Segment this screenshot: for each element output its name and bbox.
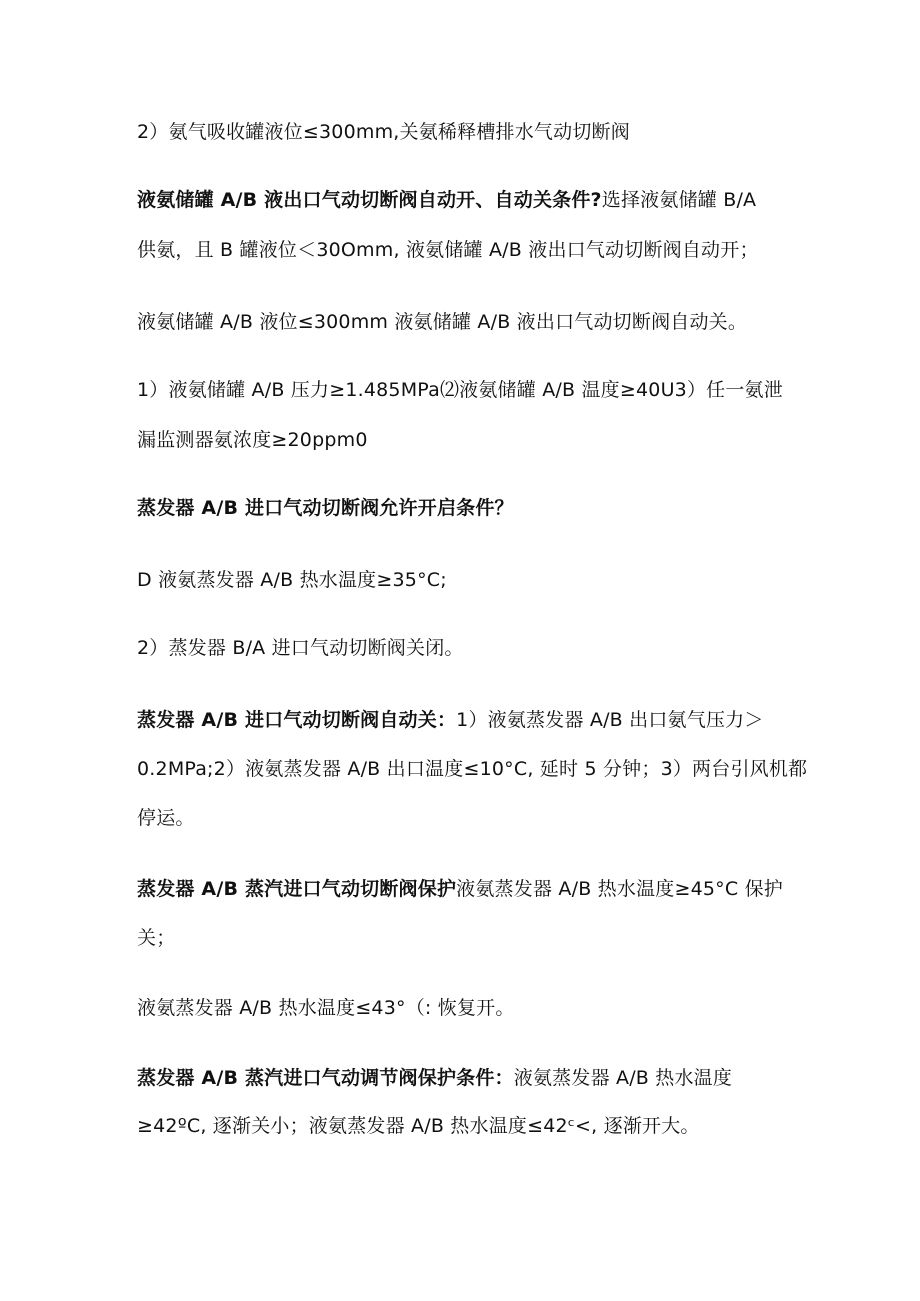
text-line-2 [137,188,797,212]
text-line-11 [137,757,808,781]
text-line-3 [137,238,797,262]
line-text: 停运。 [137,807,195,829]
line-text: 液氨储罐 A/B 液位≤300mm 液氨储罐 A/B 液出口气动切断阀自动关。 [137,311,748,333]
line-heading: 蒸发器 A/B 蒸汽进口气动切断阀保护 [137,878,457,900]
line-text: ≥42ºC, 逐渐关小；液氨蒸发器 A/B 热水温度≤42ᶜ<, 逐渐开大。 [137,1115,700,1137]
line-text: 液氨蒸发器 A/B 热水温度≤43°（: 恢复开。 [137,997,515,1019]
text-line-12 [137,806,797,830]
line-heading: 蒸发器 A/B 蒸汽进口气动调节阀保护条件： [137,1067,514,1089]
text-line-9 [137,636,797,660]
line-heading: 蒸发器 A/B 进口气动切断阀自动关： [137,709,457,731]
line-text: 0.2MPa;2）液氨蒸发器 A/B 出口温度≤10°C, 延时 5 分钟；3）两台引风机都 [137,758,808,780]
line-text: D 液氨蒸发器 A/B 热水温度≥35°C; [137,569,447,591]
line-text: 漏监测器氨浓度≥20ppm0 [137,429,368,451]
line-heading: 蒸发器 A/B 进口气动切断阀允许开启条件？ [137,497,514,519]
text-line-6 [137,428,797,452]
text-line-4 [137,310,797,334]
line-text: 液氨蒸发器 A/B 热水温度≥45°C 保护 [456,878,783,900]
text-line-14 [137,926,797,950]
text-line-1 [137,120,797,144]
line-text: 1）液氨蒸发器 A/B 出口氨气压力＞ [456,709,764,731]
text-line-17 [137,1114,797,1138]
line-text: 1）液氨储罐 A/B 压力≥1.485MPa⑵液氨储罐 A/B 温度≥40U3）任一氨泄 [137,379,783,401]
text-line-10 [137,708,797,732]
text-line-7 [137,496,797,520]
text-line-5 [137,378,797,402]
line-text: 2）氨气吸收罐液位≤300mm,关氨稀释槽排水气动切断阀 [137,121,630,143]
text-line-8 [137,568,797,592]
text-line-15 [137,996,797,1020]
line-heading: 液氨储罐 A/B 液出口气动切断阀自动开、自动关条件? [137,189,602,211]
line-text: 供氨，且 B 罐液位＜30Omm, 液氨储罐 A/B 液出口气动切断阀自动开； [137,239,759,261]
line-text: 液氨蒸发器 A/B 热水温度 [513,1067,733,1089]
text-line-13 [137,877,797,901]
text-line-16 [137,1066,797,1090]
line-text: 关； [137,927,176,949]
line-text: 2）蒸发器 B/A 进口气动切断阀关闭。 [137,637,464,659]
line-text: 选择液氨储罐 B/A [601,189,757,211]
